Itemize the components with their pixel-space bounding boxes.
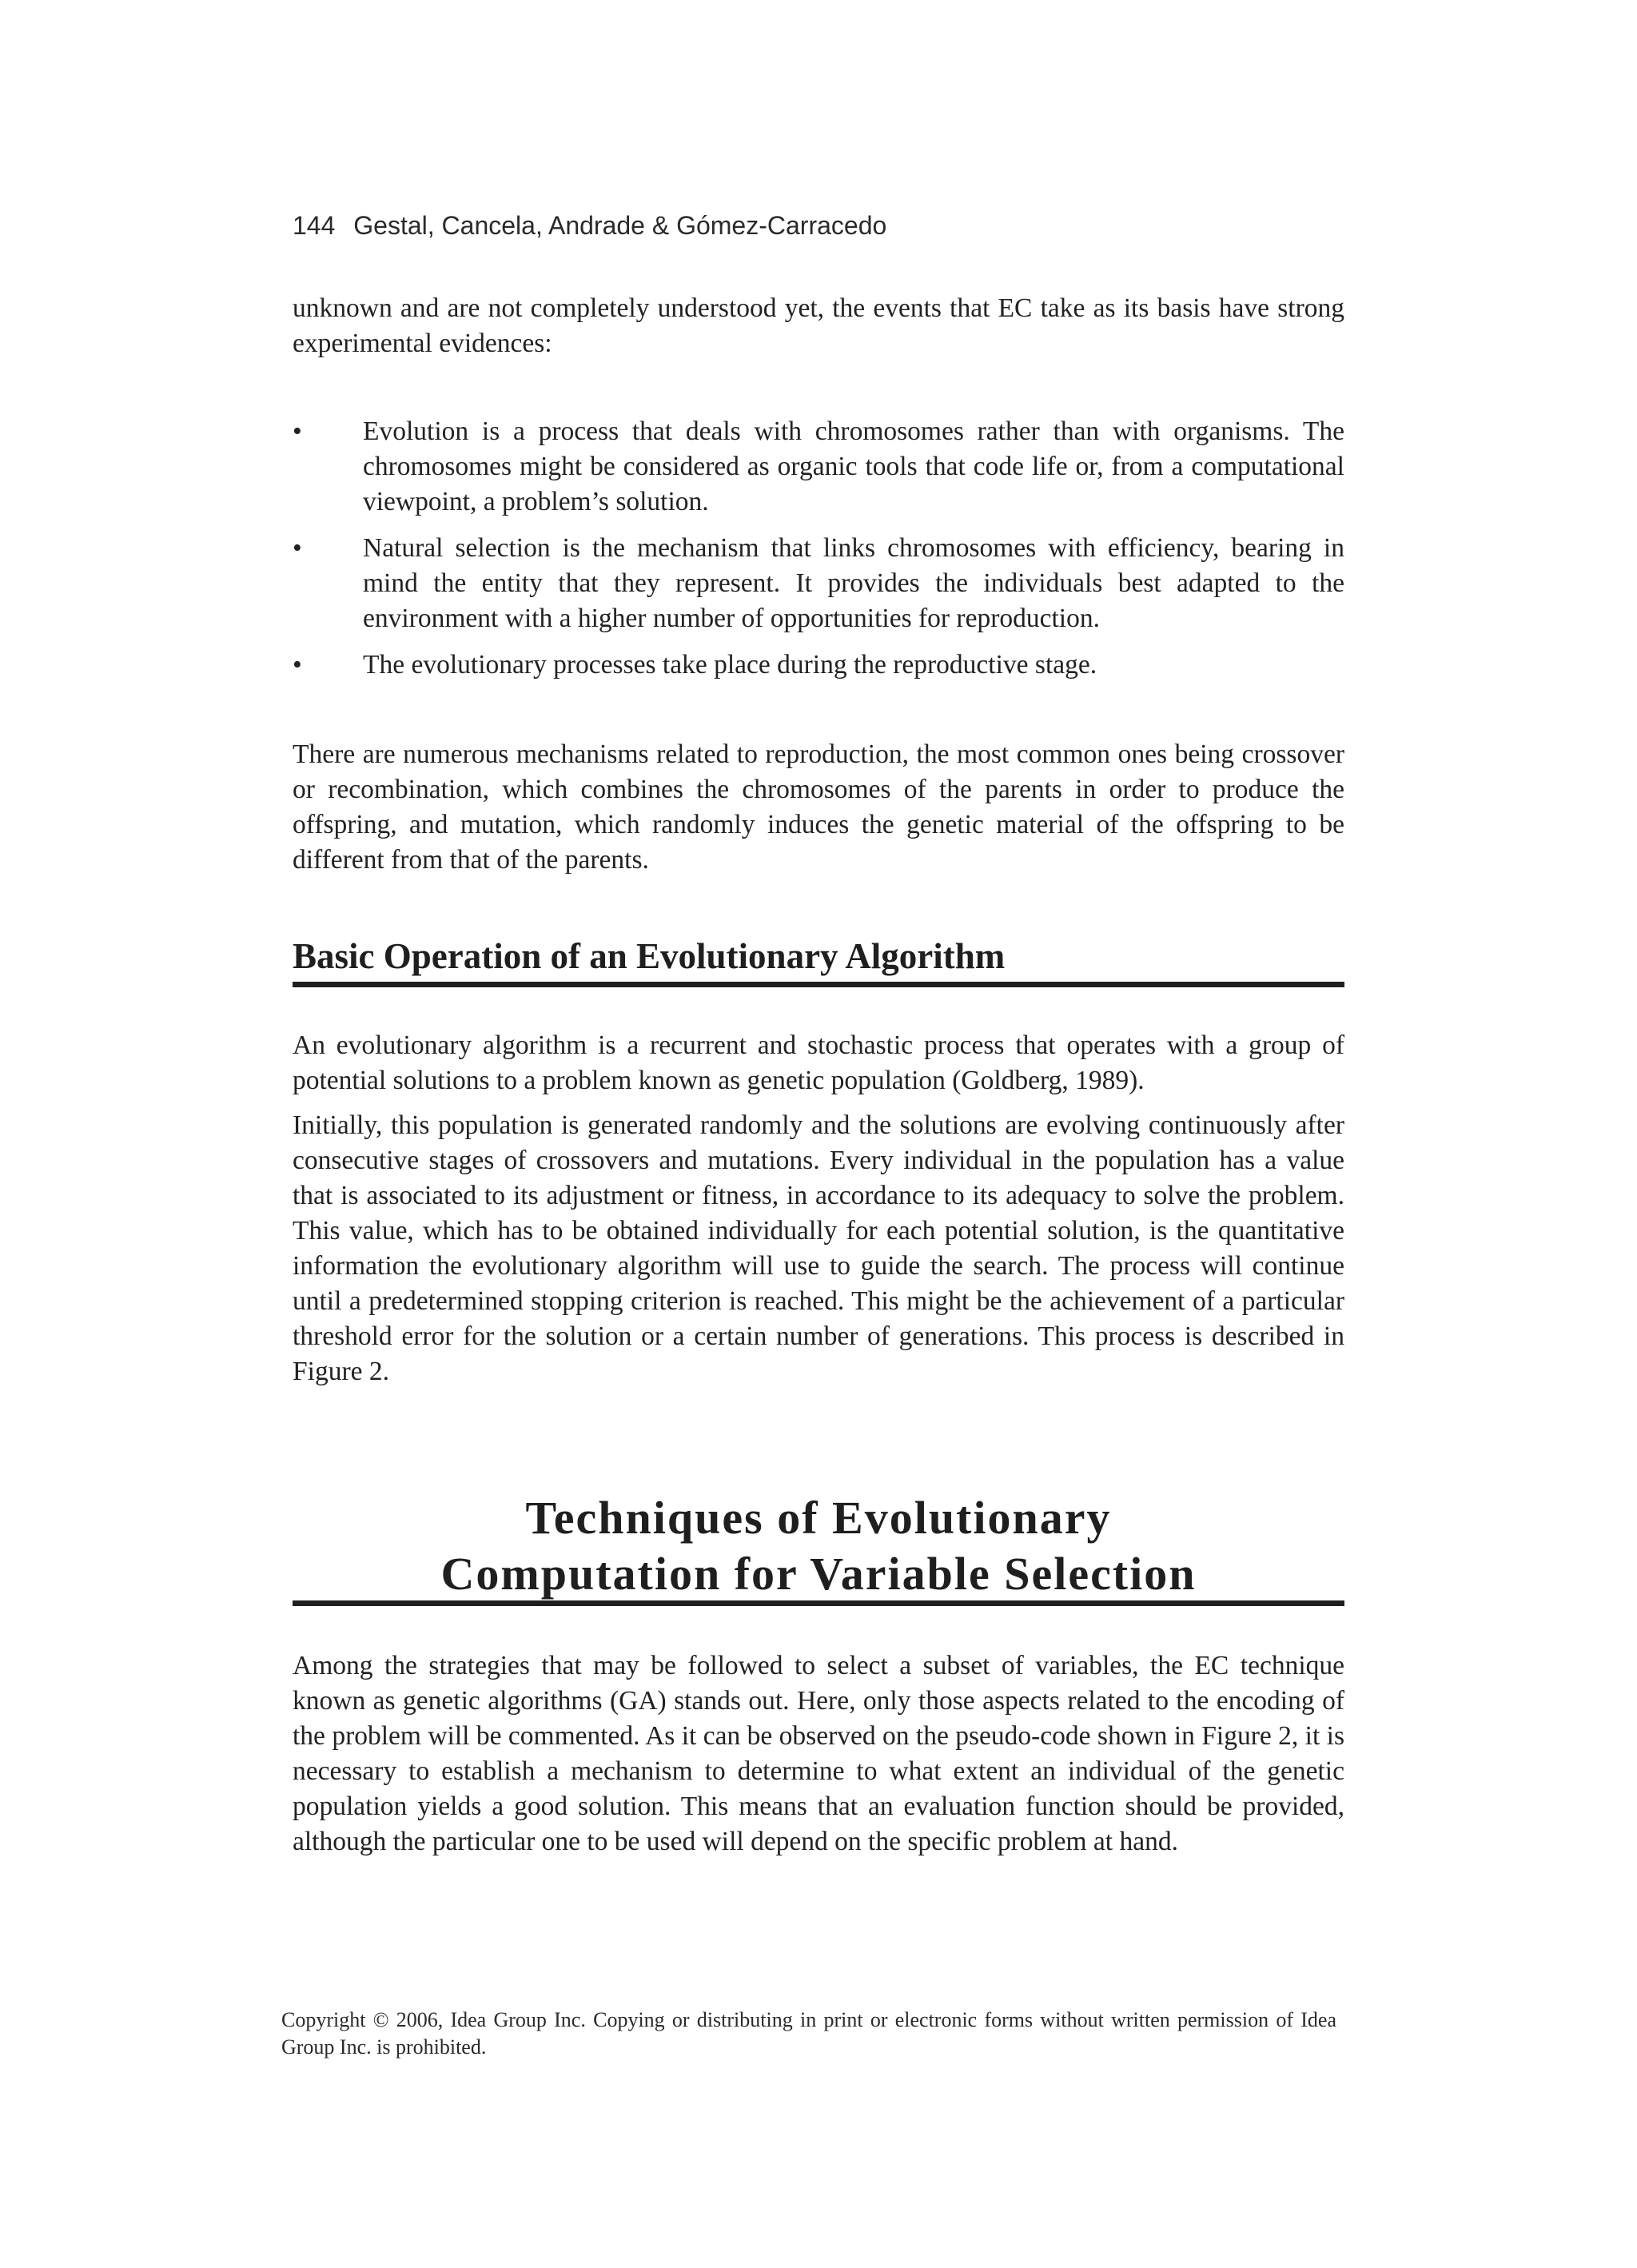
heading-rule	[293, 982, 1344, 987]
chapter-heading-techniques	[293, 1490, 1344, 1602]
evidence-bullet-list	[293, 414, 1344, 694]
bullet-item	[293, 531, 1344, 636]
chapter-heading-line-2: Computation for Variable Selection	[440, 1548, 1197, 1600]
copyright-notice: Copyright © 2006, Idea Group Inc. Copying or distributing in print or electronic forms without written permission of Idea Group Inc. is prohibited.	[281, 2008, 1336, 2059]
techniques-paragraph: Among the strategies that may be followed to select a subset of variables, the EC technique known as genetic algorithms (GA) stands out. Here, only those aspects related to the encoding of the problem will be commented. As it can be observed on the pseudo-code shown in Figure 2, it is necessary to establish a mechanism to determine to what extent an individual of the genetic population yields a good solution. This means that an evaluation function should be provided, although the particular one to be used will depend on the specific problem at hand.	[293, 1651, 1344, 1856]
bullet-marker: •	[293, 417, 302, 446]
chapter-heading-rule	[293, 1600, 1344, 1606]
header-authors: Gestal, Cancela, Andrade & Gómez-Carracedo	[353, 211, 887, 240]
bullet-item	[293, 414, 1344, 520]
basic-operation-paragraph-2: Initially, this population is generated randomly and the solutions are evolving continuously after consecutive stages of crossovers and mutations. Every individual in the population has a value that is associated to its adjustment or fitness, in accordance to its adequacy to solve the problem. This value, which has to be obtained individually for each potential solution, is the quantitative information the evolutionary algorithm will use to guide the search. The process will continue until a predetermined stopping criterion is reached. This might be the achievement of a particular threshold error for the solution or a certain number of generations. This process is described in Figure 2.	[293, 1110, 1344, 1386]
bullet-text: Natural selection is the mechanism that links chromosomes with efficiency, bearing in mind the entity that they represent. It provides the individuals best adapted to the environment with a higher number of opportunities for reproduction.	[363, 533, 1344, 633]
bullet-item	[293, 648, 1344, 683]
bullet-text: Evolution is a process that deals with chromosomes rather than with organisms. The chromosomes might be considered as organic tools that code life or, from a computational viewpoint, a problem’s solution.	[363, 417, 1344, 516]
bullet-marker: •	[293, 533, 302, 563]
reproduction-paragraph: There are numerous mechanisms related to reproduction, the most common ones being crossover or recombination, which combines the chromosomes of the parents in order to produce the offspring, and mutation, which randomly induces the genetic material of the offspring to be different from that of the parents.	[293, 739, 1344, 875]
running-header	[293, 209, 1348, 241]
bullet-marker: •	[293, 650, 302, 680]
intro-paragraph: unknown and are not completely understood yet, the events that EC take as its basis have strong experimental evidences:	[293, 293, 1344, 358]
basic-operation-paragraph-1: An evolutionary algorithm is a recurrent and stochastic process that operates with a group of potential solutions to a problem known as genetic population (Goldberg, 1989).	[293, 1030, 1344, 1095]
section-heading-basic-operation: Basic Operation of an Evolutionary Algorithm	[293, 936, 1006, 976]
chapter-heading-line-1: Techniques of Evolutionary	[525, 1492, 1112, 1544]
bullet-text: The evolutionary processes take place during the reproductive stage.	[363, 650, 1097, 680]
page-number: 144	[293, 211, 336, 240]
